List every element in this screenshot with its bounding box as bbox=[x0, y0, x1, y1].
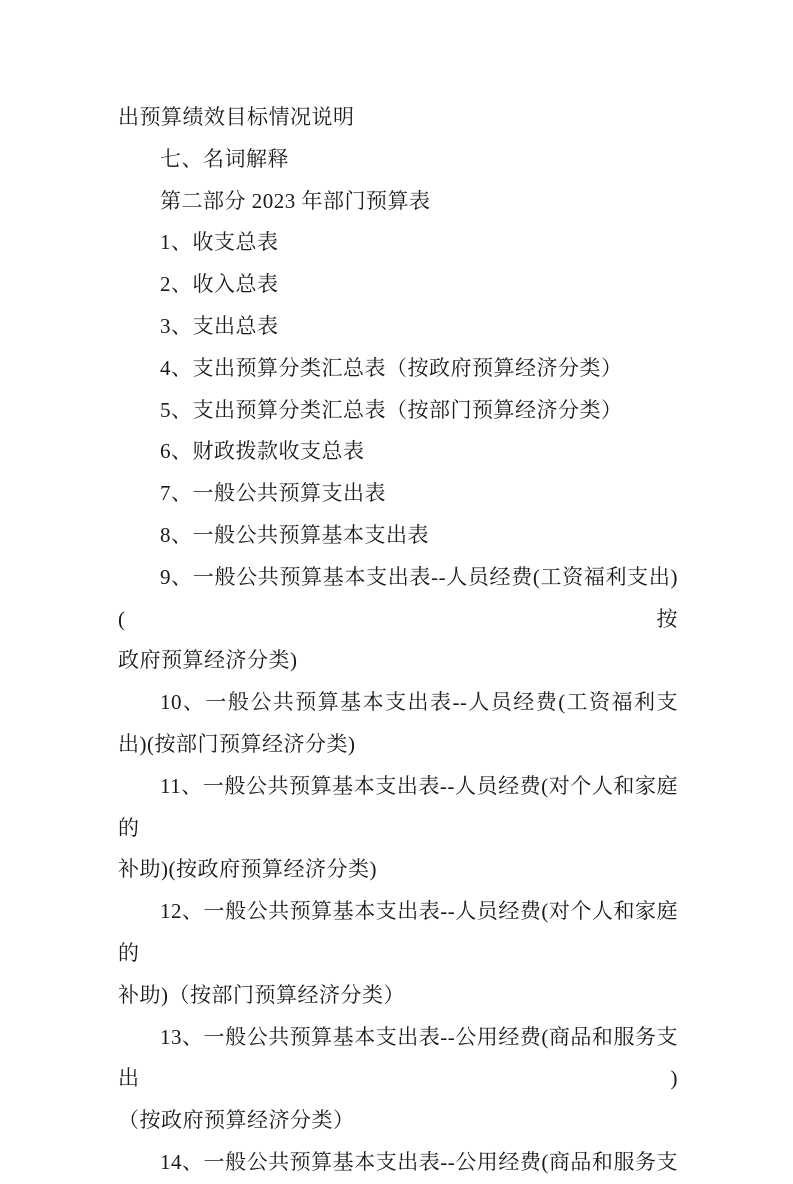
doc-line-item-12: 12、一般公共预算基本支出表--人员经费(对个人和家庭的 bbox=[118, 899, 678, 965]
doc-line-item-11: 11、一般公共预算基本支出表--人员经费(对个人和家庭的 bbox=[118, 773, 678, 840]
document-body bbox=[118, 97, 678, 1184]
doc-line-item-9-wrap: 政府预算经济分类) bbox=[118, 648, 298, 673]
doc-line-item-9: 9、一般公共预算基本支出表--人员经费(工资福利支出)(按 bbox=[118, 564, 678, 631]
doc-line-item-1: 1、收支总表 bbox=[160, 230, 279, 255]
doc-line-item-6: 6、财政拨款收支总表 bbox=[160, 439, 365, 464]
doc-line-item-14: 14、一般公共预算基本支出表--公用经费(商品和服务支 bbox=[160, 1149, 678, 1174]
doc-line-item-5: 5、支出预算分类汇总表（按部门预算经济分类） bbox=[160, 397, 623, 422]
doc-line-item-4: 4、支出预算分类汇总表（按政府预算经济分类） bbox=[160, 355, 623, 380]
doc-line-item-8: 8、一般公共预算基本支出表 bbox=[160, 522, 429, 547]
doc-line-continuation: 出预算绩效目标情况说明 bbox=[118, 105, 355, 129]
doc-line-heading-glossary: 七、名词解释 bbox=[160, 146, 289, 171]
doc-line-item-12-wrap: 补助)（按部门预算经济分类） bbox=[118, 982, 405, 1007]
doc-line-item-3: 3、支出总表 bbox=[160, 313, 279, 338]
doc-line-item-10: 10、一般公共预算基本支出表--人员经费(工资福利支 bbox=[160, 690, 678, 715]
doc-line-item-13: 13、一般公共预算基本支出表--公用经费(商品和服务支出) bbox=[118, 1024, 678, 1091]
doc-line-item-11-wrap: 补助)(按政府预算经济分类) bbox=[118, 857, 377, 882]
doc-line-item-13-wrap: （按政府预算经济分类） bbox=[118, 1108, 355, 1133]
doc-line-heading-part2: 第二部分 2023 年部门预算表 bbox=[160, 188, 431, 213]
doc-line-item-2: 2、收入总表 bbox=[160, 272, 279, 297]
doc-line-item-7: 7、一般公共预算支出表 bbox=[160, 481, 386, 506]
doc-line-item-10-wrap: 出)(按部门预算经济分类) bbox=[118, 731, 356, 756]
